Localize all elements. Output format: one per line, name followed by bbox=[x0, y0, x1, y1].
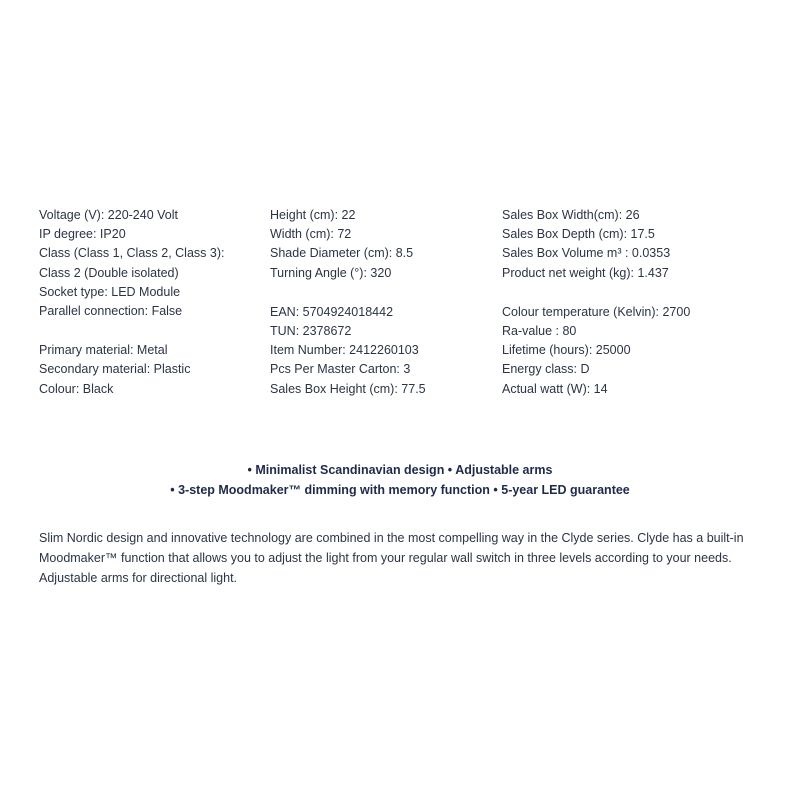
spec-sales-box-width: Sales Box Width(cm): 26 bbox=[502, 208, 640, 222]
spec-turning-angle: Turning Angle (°): 320 bbox=[270, 265, 392, 280]
spec-lifetime: Lifetime (hours): 25000 bbox=[502, 343, 631, 358]
feature-line-1: • Minimalist Scandinavian design • Adjustable arms bbox=[247, 463, 553, 477]
spec-secondary-material: Secondary material: Plastic bbox=[39, 362, 191, 377]
specs-column-packaging-light bbox=[502, 206, 690, 399]
spec-height: Height (cm): 22 bbox=[270, 208, 356, 222]
spec-parallel-connection: Parallel connection: False bbox=[39, 304, 183, 319]
spec-pcs-per-carton: Pcs Per Master Carton: 3 bbox=[270, 362, 411, 377]
spec-ip-degree: IP degree: IP20 bbox=[39, 227, 126, 242]
spec-energy-class: Energy class: D bbox=[502, 362, 590, 377]
spec-sales-box-depth: Sales Box Depth (cm): 17.5 bbox=[502, 227, 655, 242]
spec-socket-type: Socket type: LED Module bbox=[39, 284, 181, 299]
spec-class-label: Class (Class 1, Class 2, Class 3): bbox=[39, 246, 225, 261]
specs-column-electrical bbox=[39, 206, 224, 399]
spec-voltage: Voltage (V): 220-240 Volt bbox=[39, 208, 178, 222]
spec-primary-material: Primary material: Metal bbox=[39, 343, 168, 358]
spec-colour-temperature: Colour temperature (Kelvin): 2700 bbox=[502, 304, 691, 319]
spec-ean: EAN: 5704924018442 bbox=[270, 304, 394, 319]
spec-actual-watt: Actual watt (W): 14 bbox=[502, 381, 608, 396]
spec-net-weight: Product net weight (kg): 1.437 bbox=[502, 265, 669, 280]
spec-item-number: Item Number: 2412260103 bbox=[270, 343, 419, 358]
spec-ra-value: Ra-value : 80 bbox=[502, 324, 577, 339]
spec-class-value: Class 2 (Double isolated) bbox=[39, 265, 179, 280]
feature-bullets bbox=[0, 460, 800, 500]
spec-shade-diameter: Shade Diameter (cm): 8.5 bbox=[270, 246, 414, 261]
spec-colour: Colour: Black bbox=[39, 381, 114, 396]
feature-line-2: • 3-step Moodmaker™ dimming with memory function • 5-year LED guarantee bbox=[170, 483, 630, 497]
spec-sales-box-height: Sales Box Height (cm): 77.5 bbox=[270, 381, 426, 396]
spec-tun: TUN: 2378672 bbox=[270, 324, 352, 339]
spec-sales-box-volume: Sales Box Volume m³ : 0.0353 bbox=[502, 246, 671, 261]
specs-column-dimensions bbox=[270, 206, 426, 399]
product-description: Slim Nordic design and innovative technology are combined in the most compelling way in the Clyde series. Clyde has a built-in Moodmaker™ function that allows you to adjust the light from your regular wall switch in three levels according to your needs. Adjustable arms for directional light. bbox=[39, 531, 744, 585]
spec-width: Width (cm): 72 bbox=[270, 227, 352, 242]
